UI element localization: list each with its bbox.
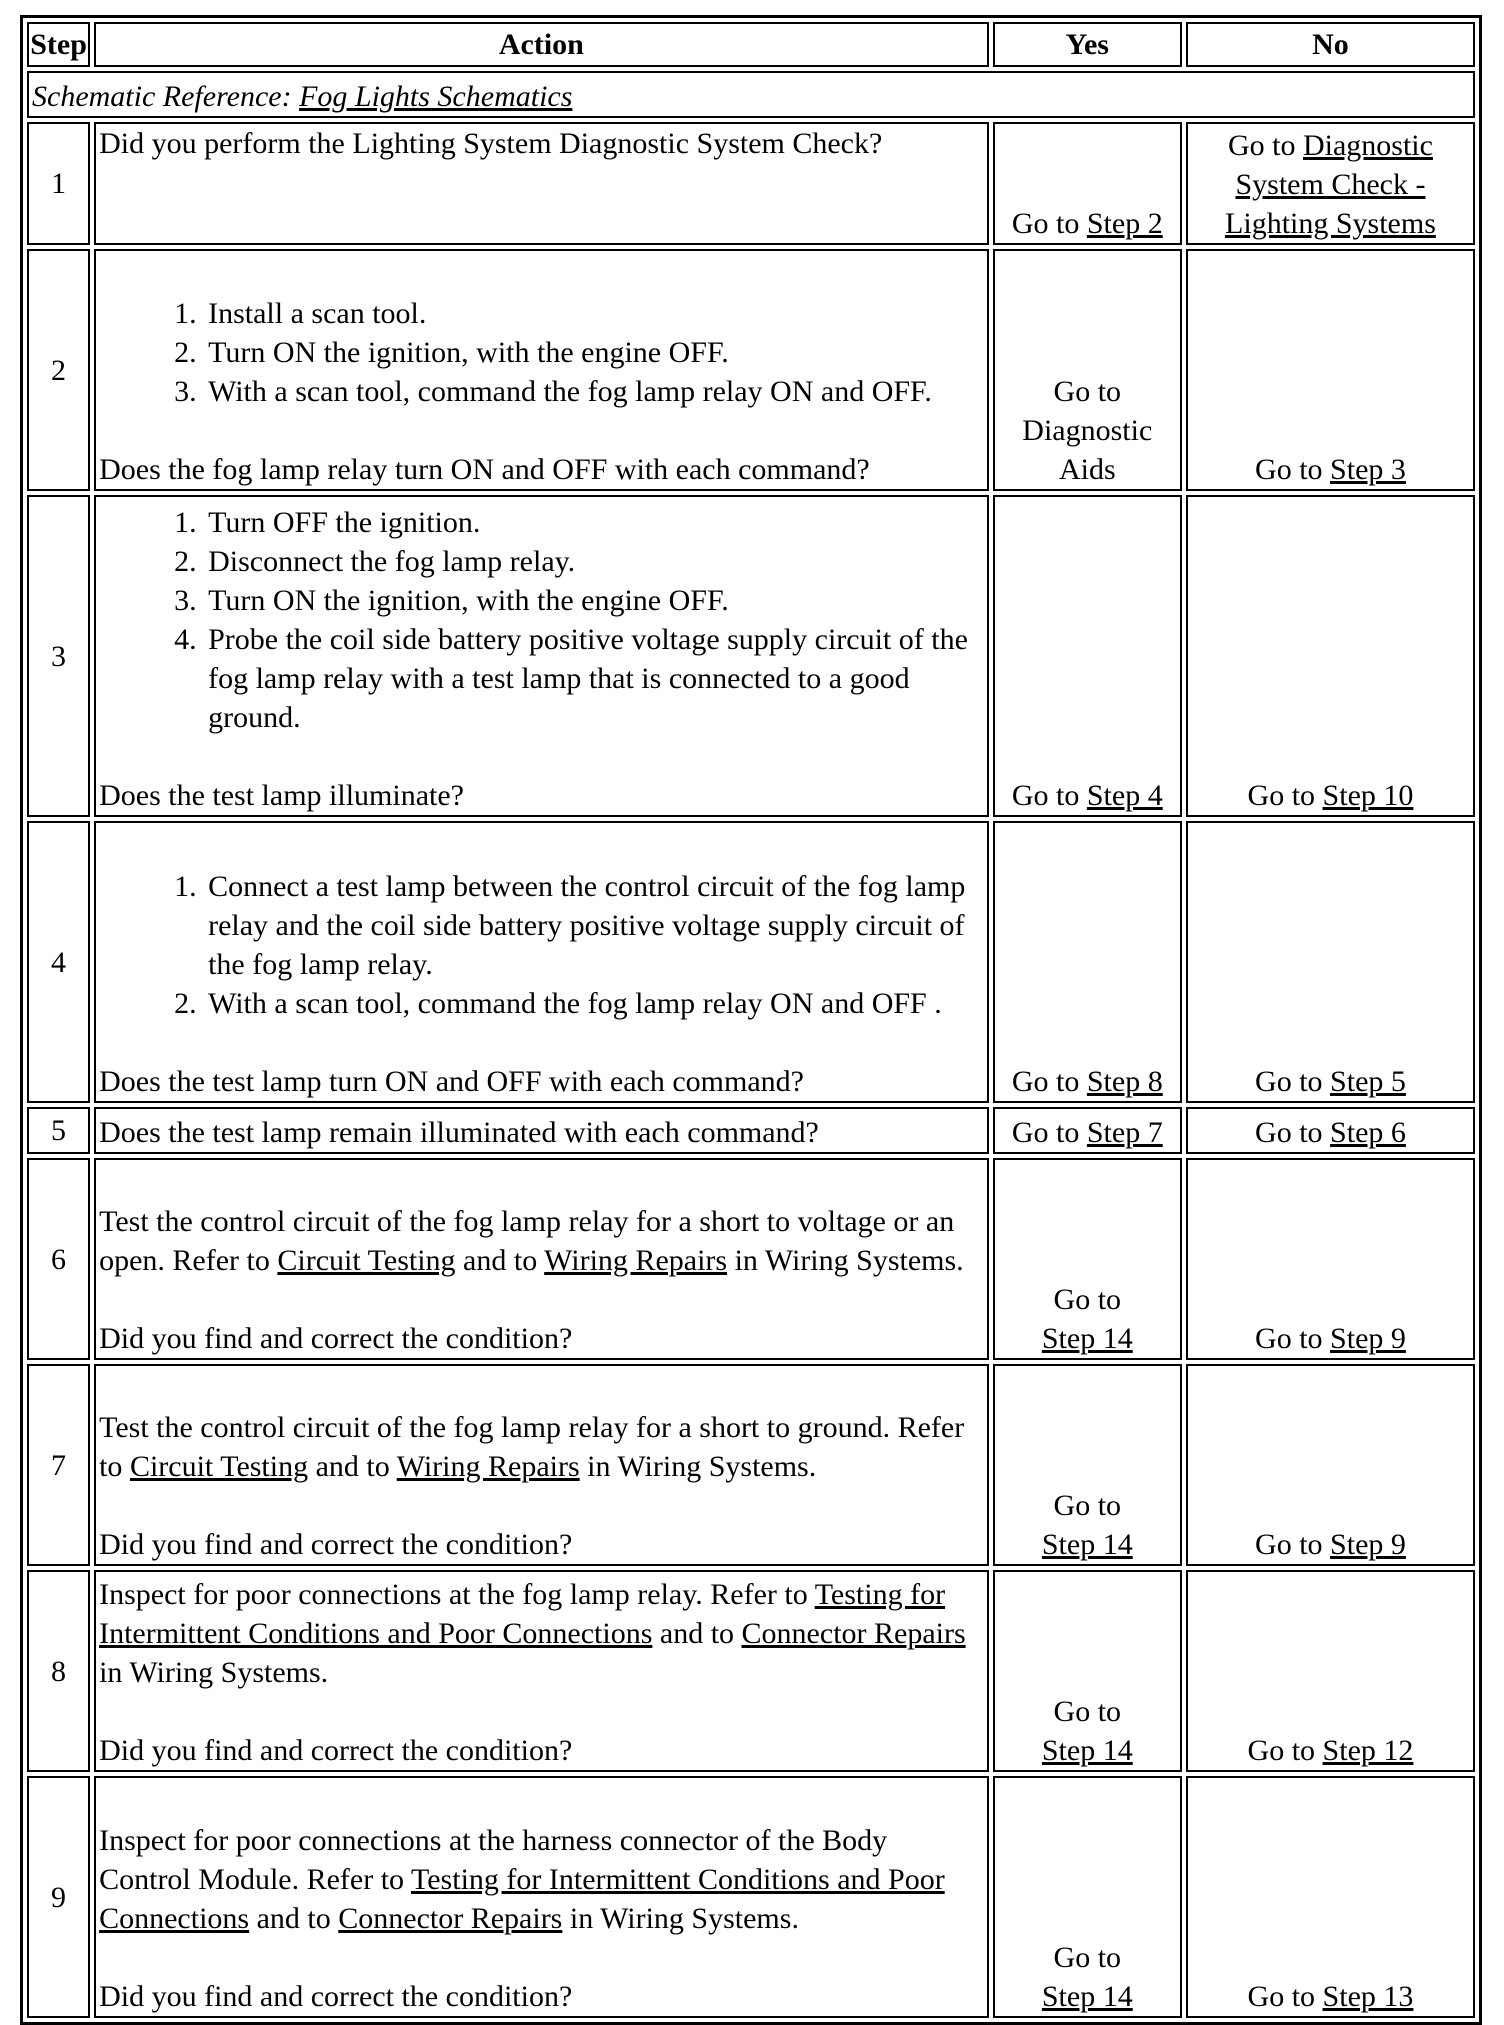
step-instruction: [99, 1821, 984, 1938]
step-instruction: [99, 1408, 984, 1486]
step-action: [94, 1107, 989, 1154]
no-prefix: Go to: [1247, 1980, 1323, 2013]
circuit-testing-link[interactable]: Circuit Testing: [129, 1450, 309, 1483]
yes-cell: [993, 1776, 1182, 2018]
yes-cell: [993, 1570, 1182, 1772]
circuit-testing-link[interactable]: Circuit Testing: [277, 1244, 456, 1277]
instruction-item: 1. Connect a test lamp between the control circuit of the fog lamp relay and the coil side battery positive voltage supply circuit of the fog lamp relay.: [204, 867, 984, 984]
table-row: [27, 1158, 1475, 1360]
diagnostic-table: [20, 15, 1482, 2025]
step-number: 4: [27, 821, 90, 1103]
instruction-text: Test the control circuit of the fog lamp relay for a short to voltage or an open. Refer to: [99, 1205, 955, 1277]
step-action: [94, 1364, 989, 1566]
no-cell: [1186, 1570, 1475, 1772]
instruction-text: Inspect for poor connections at the harness connector of the Body Control Module. Refer to: [99, 1824, 888, 1896]
no-prefix: Go to: [1227, 129, 1303, 162]
step-number: 5: [27, 1107, 90, 1154]
yes-prefix: Go to: [1011, 779, 1087, 812]
go-to-step-9-link[interactable]: Step 9: [1330, 1322, 1406, 1355]
step-action: [94, 1570, 989, 1772]
instruction-text: in Wiring Systems.: [562, 1902, 799, 1935]
step-question: Does the test lamp turn ON and OFF with each command?: [99, 1065, 804, 1098]
no-cell: [1186, 495, 1475, 817]
yes-cell: [993, 495, 1182, 817]
diagnostic-system-check-link[interactable]: Diagnostic System Check - Lighting Systems: [1225, 129, 1436, 240]
go-to-step-12-link[interactable]: Step 12: [1322, 1734, 1414, 1767]
instruction-list: [99, 294, 984, 411]
instruction-text: and to: [455, 1244, 545, 1277]
no-prefix: Go to: [1255, 1116, 1331, 1149]
step-question: Did you find and correct the condition?: [99, 1734, 573, 1767]
go-to-step-6-link[interactable]: Step 6: [1330, 1116, 1406, 1149]
step-number: 3: [27, 495, 90, 817]
go-to-step-3-link[interactable]: Step 3: [1330, 453, 1406, 486]
instruction-item: 1. Install a scan tool.: [204, 294, 984, 333]
no-cell: [1186, 1158, 1475, 1360]
yes-prefix: Go to: [1011, 1116, 1087, 1149]
table-row: [27, 1570, 1475, 1772]
header-step: Step: [27, 22, 90, 67]
yes-cell: [993, 122, 1182, 245]
header-yes: Yes: [993, 22, 1182, 67]
instruction-text: Test the control circuit of the fog lamp relay for a short to ground. Refer to: [99, 1411, 965, 1483]
table-row: [27, 821, 1475, 1103]
yes-cell: [993, 1158, 1182, 1360]
table-row: [27, 122, 1475, 245]
instruction-text: in Wiring Systems.: [727, 1244, 964, 1277]
step-question: Does the test lamp remain illuminated with each command?: [99, 1116, 819, 1149]
schematic-reference: [27, 71, 1475, 118]
step-action: [94, 122, 989, 245]
step-number: 6: [27, 1158, 90, 1360]
step-number: 9: [27, 1776, 90, 2018]
instruction-item: 2. Disconnect the fog lamp relay.: [204, 542, 984, 581]
step-action: [94, 249, 989, 491]
instruction-text: in Wiring Systems.: [579, 1450, 817, 1483]
schematic-reference-label: Schematic Reference:: [32, 80, 300, 113]
instruction-list: [99, 867, 984, 1023]
instruction-item: 1. Turn OFF the ignition.: [204, 503, 984, 542]
step-action: [94, 495, 989, 817]
no-cell: [1186, 1107, 1475, 1154]
yes-prefix: Go to: [1011, 1065, 1087, 1098]
instruction-item: 4. Probe the coil side battery positive voltage supply circuit of the fog lamp relay with a test lamp that is connected to a good ground.: [204, 620, 984, 737]
yes-cell: [993, 1107, 1182, 1154]
schematic-reference-row: [27, 71, 1475, 118]
instruction-item: 2. Turn ON the ignition, with the engine OFF.: [204, 333, 984, 372]
go-to-step-9-link[interactable]: Step 9: [1330, 1528, 1406, 1561]
step-number: 1: [27, 122, 90, 245]
no-prefix: Go to: [1255, 453, 1331, 486]
no-cell: [1186, 249, 1475, 491]
yes-cell: [993, 1364, 1182, 1566]
no-prefix: Go to: [1255, 1065, 1331, 1098]
step-instruction: [99, 1202, 984, 1280]
go-to-step-14-link[interactable]: Step 14: [1041, 1980, 1133, 2013]
instruction-text: and to: [308, 1450, 397, 1483]
yes-prefix: Go to: [1053, 1489, 1122, 1522]
testing-intermittent-conditions-link[interactable]: Testing for Intermittent Conditions and Poor Connections: [99, 1863, 945, 1935]
no-cell: [1186, 821, 1475, 1103]
go-to-step-7-link[interactable]: Step 7: [1086, 1116, 1163, 1149]
step-action: [94, 821, 989, 1103]
go-to-step-14-link[interactable]: Step 14: [1041, 1734, 1133, 1767]
no-prefix: Go to: [1247, 779, 1323, 812]
go-to-step-13-link[interactable]: Step 13: [1322, 1980, 1414, 2013]
step-number: 7: [27, 1364, 90, 1566]
no-prefix: Go to: [1247, 1734, 1323, 1767]
step-question: Does the test lamp illuminate?: [99, 779, 465, 812]
step-question: Does the fog lamp relay turn ON and OFF with each command?: [99, 453, 870, 486]
instruction-list: [99, 503, 984, 737]
wiring-repairs-link[interactable]: Wiring Repairs: [544, 1244, 728, 1277]
yes-prefix: Go to: [1053, 1283, 1122, 1316]
yes-text: Go to Diagnostic Aids: [1022, 375, 1153, 486]
instruction-text: and to: [652, 1617, 742, 1650]
header-no: No: [1186, 22, 1475, 67]
go-to-step-10-link[interactable]: Step 10: [1322, 779, 1414, 812]
step-action: [94, 1776, 989, 2018]
connector-repairs-link[interactable]: Connector Repairs: [338, 1902, 563, 1935]
header-action: Action: [94, 22, 989, 67]
yes-prefix: Go to: [1011, 207, 1087, 240]
step-instruction: [99, 1575, 984, 1692]
instruction-text: in Wiring Systems.: [99, 1656, 329, 1689]
step-action: [94, 1158, 989, 1360]
instruction-text: Inspect for poor connections at the fog lamp relay. Refer to: [99, 1578, 815, 1611]
yes-cell: [993, 821, 1182, 1103]
go-to-step-14-link[interactable]: Step 14: [1041, 1322, 1133, 1355]
no-cell: [1186, 1776, 1475, 2018]
testing-intermittent-conditions-link[interactable]: Testing for Intermittent Conditions and Poor Connections: [99, 1578, 946, 1650]
go-to-step-2-link[interactable]: Step 2: [1086, 207, 1163, 240]
instruction-text: and to: [249, 1902, 339, 1935]
table-row: [27, 1107, 1475, 1154]
table-row: [27, 1776, 1475, 2018]
no-cell: [1186, 122, 1475, 245]
step-number: 2: [27, 249, 90, 491]
yes-cell: [993, 249, 1182, 491]
no-prefix: Go to: [1255, 1322, 1331, 1355]
step-question: Did you find and correct the condition?: [99, 1980, 573, 2013]
table-row: [27, 249, 1475, 491]
connector-repairs-link[interactable]: Connector Repairs: [741, 1617, 966, 1650]
step-number: 8: [27, 1570, 90, 1772]
yes-prefix: Go to: [1053, 1941, 1122, 1974]
table-row: [27, 1364, 1475, 1566]
step-question: Did you find and correct the condition?: [99, 1528, 573, 1561]
go-to-step-4-link[interactable]: Step 4: [1086, 779, 1163, 812]
wiring-repairs-link[interactable]: Wiring Repairs: [396, 1450, 580, 1483]
no-cell: [1186, 1364, 1475, 1566]
go-to-step-14-link[interactable]: Step 14: [1041, 1528, 1133, 1561]
step-question: Did you find and correct the condition?: [99, 1322, 573, 1355]
yes-prefix: Go to: [1053, 1695, 1122, 1728]
instruction-item: 3. Turn ON the ignition, with the engine OFF.: [204, 581, 984, 620]
table-row: [27, 495, 1475, 817]
no-prefix: Go to: [1255, 1528, 1331, 1561]
header-row: [27, 22, 1475, 67]
instruction-item: 3. With a scan tool, command the fog lamp relay ON and OFF.: [204, 372, 984, 411]
step-question: Did you perform the Lighting System Diagnostic System Check?: [99, 127, 883, 160]
fog-lights-schematics-link[interactable]: Fog Lights Schematics: [299, 80, 573, 113]
go-to-step-5-link[interactable]: Step 5: [1330, 1065, 1406, 1098]
go-to-step-8-link[interactable]: Step 8: [1086, 1065, 1163, 1098]
instruction-item: 2. With a scan tool, command the fog lamp relay ON and OFF .: [204, 984, 984, 1023]
